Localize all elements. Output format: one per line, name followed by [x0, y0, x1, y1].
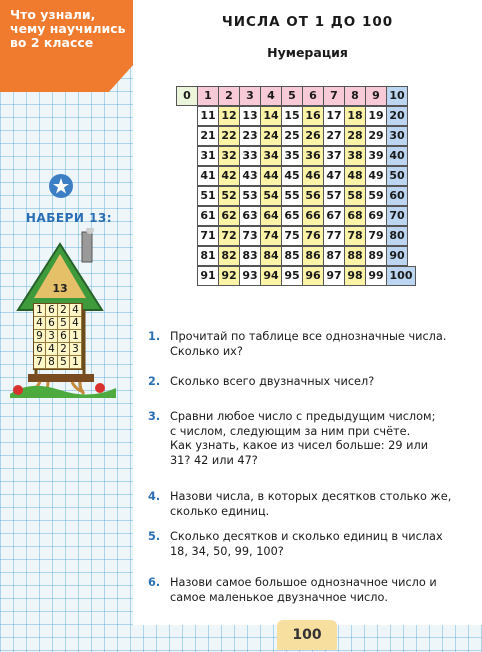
table-cell: 20 [386, 106, 408, 126]
table-cell: 71 [197, 226, 219, 246]
table-cell: 80 [386, 226, 408, 246]
table-cell: 74 [260, 226, 282, 246]
table-cell: 52 [218, 186, 240, 206]
house-number: 13 [52, 282, 68, 295]
question-text: Прочитай по таблице все однозначные числа. Сколько их? [170, 330, 447, 358]
table-cell: 14 [260, 106, 282, 126]
table-cell: 85 [281, 246, 303, 266]
question-text: Сколько всего двузначных чисел? [170, 375, 375, 388]
chapter-banner-text: Что узнали, чему научились во 2 классе [10, 7, 126, 50]
table-cell: 62 [218, 206, 240, 226]
table-cell: 5 [281, 86, 303, 106]
question-text: Назови числа, в которых десятков столько же, сколько единиц. [170, 490, 452, 518]
table-cell: 17 [323, 106, 345, 126]
table-cell: 10 [386, 86, 408, 106]
magic-grid-cell: 1 [70, 330, 82, 343]
question-text: Сравни любое число с предыдущим числом; с числом, следующим за ним при счёте. Как узнать, какое из чисел больше: 29 или 31? 42 или 47? [170, 410, 436, 467]
table-cell: 36 [302, 146, 324, 166]
magic-grid-cell: 2 [58, 343, 70, 356]
table-cell: 24 [260, 126, 282, 146]
table-cell: 13 [239, 106, 261, 126]
table-cell: 3 [239, 86, 261, 106]
magic-grid-cell: 1 [70, 356, 82, 369]
table-cell: 26 [302, 126, 324, 146]
page-number: 100 [277, 620, 337, 650]
table-cell: 66 [302, 206, 324, 226]
table-cell: 84 [260, 246, 282, 266]
table-cell: 48 [344, 166, 366, 186]
magic-grid-cell: 3 [46, 330, 58, 343]
table-cell: 42 [218, 166, 240, 186]
star-badge-icon [48, 173, 74, 199]
table-cell: 0 [176, 86, 198, 106]
table-cell: 47 [323, 166, 345, 186]
question-number: 3. [148, 410, 161, 423]
table-cell: 90 [386, 246, 408, 266]
table-cell: 1 [197, 86, 219, 106]
table-cell: 53 [239, 186, 261, 206]
table-cell: 89 [365, 246, 387, 266]
table-cell: 38 [344, 146, 366, 166]
table-cell: 69 [365, 206, 387, 226]
table-cell: 60 [386, 186, 408, 206]
table-cell: 61 [197, 206, 219, 226]
table-cell: 92 [218, 266, 240, 286]
table-cell: 41 [197, 166, 219, 186]
table-cell: 87 [323, 246, 345, 266]
page-title: ЧИСЛА ОТ 1 ДО 100 [221, 14, 394, 30]
question-number: 5. [148, 530, 161, 543]
table-cell: 95 [281, 266, 303, 286]
table-cell: 97 [323, 266, 345, 286]
table-cell: 75 [281, 226, 303, 246]
table-cell: 16 [302, 106, 324, 126]
table-cell: 70 [386, 206, 408, 226]
table-cell: 91 [197, 266, 219, 286]
table-cell: 59 [365, 186, 387, 206]
table-cell: 81 [197, 246, 219, 266]
table-cell: 68 [344, 206, 366, 226]
magic-grid-cell: 6 [34, 343, 46, 356]
magic-grid-cell: 5 [58, 356, 70, 369]
magic-grid-cell: 7 [34, 356, 46, 369]
table-cell: 40 [386, 146, 408, 166]
table-cell: 46 [302, 166, 324, 186]
magic-grid-cell: 1 [34, 304, 46, 317]
table-cell: 86 [302, 246, 324, 266]
table-cell: 11 [197, 106, 219, 126]
number-table [177, 87, 413, 287]
table-cell: 29 [365, 126, 387, 146]
magic-grid-cell: 8 [46, 356, 58, 369]
table-cell: 12 [218, 106, 240, 126]
table-cell: 19 [365, 106, 387, 126]
table-cell: 25 [281, 126, 303, 146]
table-cell: 50 [386, 166, 408, 186]
table-cell: 31 [197, 146, 219, 166]
table-cell: 28 [344, 126, 366, 146]
table-cell: 79 [365, 226, 387, 246]
table-cell: 6 [302, 86, 324, 106]
table-cell: 98 [344, 266, 366, 286]
magic-grid-cell: 4 [34, 317, 46, 330]
table-cell: 39 [365, 146, 387, 166]
page-subtitle: Нумерация [267, 45, 348, 60]
table-cell: 76 [302, 226, 324, 246]
table-cell: 15 [281, 106, 303, 126]
table-cell: 21 [197, 126, 219, 146]
table-cell: 58 [344, 186, 366, 206]
magic-grid-cell: 5 [58, 317, 70, 330]
table-cell: 2 [218, 86, 240, 106]
table-cell: 65 [281, 206, 303, 226]
table-cell: 72 [218, 226, 240, 246]
table-cell: 94 [260, 266, 282, 286]
table-cell: 55 [281, 186, 303, 206]
table-cell: 78 [344, 226, 366, 246]
table-cell: 56 [302, 186, 324, 206]
question-text: Назови самое большое однозначное число и самое маленькое двузначное число. [170, 576, 437, 604]
table-cell: 93 [239, 266, 261, 286]
question-number: 2. [148, 375, 161, 388]
magic-grid-cell: 2 [58, 304, 70, 317]
table-cell: 73 [239, 226, 261, 246]
table-cell: 35 [281, 146, 303, 166]
magic-grid-cell: 4 [70, 304, 82, 317]
magic-grid-cell: 4 [46, 343, 58, 356]
question-number: 4. [148, 490, 161, 503]
table-cell: 4 [260, 86, 282, 106]
table-cell: 33 [239, 146, 261, 166]
table-cell: 51 [197, 186, 219, 206]
question-number: 1. [148, 330, 161, 343]
table-cell: 96 [302, 266, 324, 286]
table-cell: 8 [344, 86, 366, 106]
table-cell: 32 [218, 146, 240, 166]
magic-grid-cell: 6 [46, 317, 58, 330]
table-cell: 7 [323, 86, 345, 106]
table-cell: 83 [239, 246, 261, 266]
table-cell: 9 [365, 86, 387, 106]
question-text: Сколько десятков и сколько единиц в числах 18, 34, 50, 99, 100? [170, 530, 443, 558]
table-cell: 23 [239, 126, 261, 146]
table-cell: 30 [386, 126, 408, 146]
table-cell: 18 [344, 106, 366, 126]
table-cell: 57 [323, 186, 345, 206]
table-cell: 99 [365, 266, 387, 286]
question-number: 6. [148, 576, 161, 589]
magic-grid-cell: 4 [70, 317, 82, 330]
table-cell: 82 [218, 246, 240, 266]
table-cell: 49 [365, 166, 387, 186]
table-cell: 45 [281, 166, 303, 186]
puzzle-title: НАБЕРИ 13: [25, 211, 113, 225]
magic-grid-cell: 6 [58, 330, 70, 343]
table-cell: 100 [386, 266, 416, 286]
table-cell: 64 [260, 206, 282, 226]
table-cell: 43 [239, 166, 261, 186]
table-cell: 27 [323, 126, 345, 146]
magic-grid [33, 303, 83, 370]
table-cell: 67 [323, 206, 345, 226]
table-cell: 63 [239, 206, 261, 226]
magic-grid-cell: 6 [46, 304, 58, 317]
table-cell: 54 [260, 186, 282, 206]
table-cell: 34 [260, 146, 282, 166]
table-cell: 88 [344, 246, 366, 266]
table-cell: 22 [218, 126, 240, 146]
table-cell: 37 [323, 146, 345, 166]
magic-grid-cell: 3 [70, 343, 82, 356]
table-cell: 44 [260, 166, 282, 186]
table-cell: 77 [323, 226, 345, 246]
magic-grid-cell: 9 [34, 330, 46, 343]
